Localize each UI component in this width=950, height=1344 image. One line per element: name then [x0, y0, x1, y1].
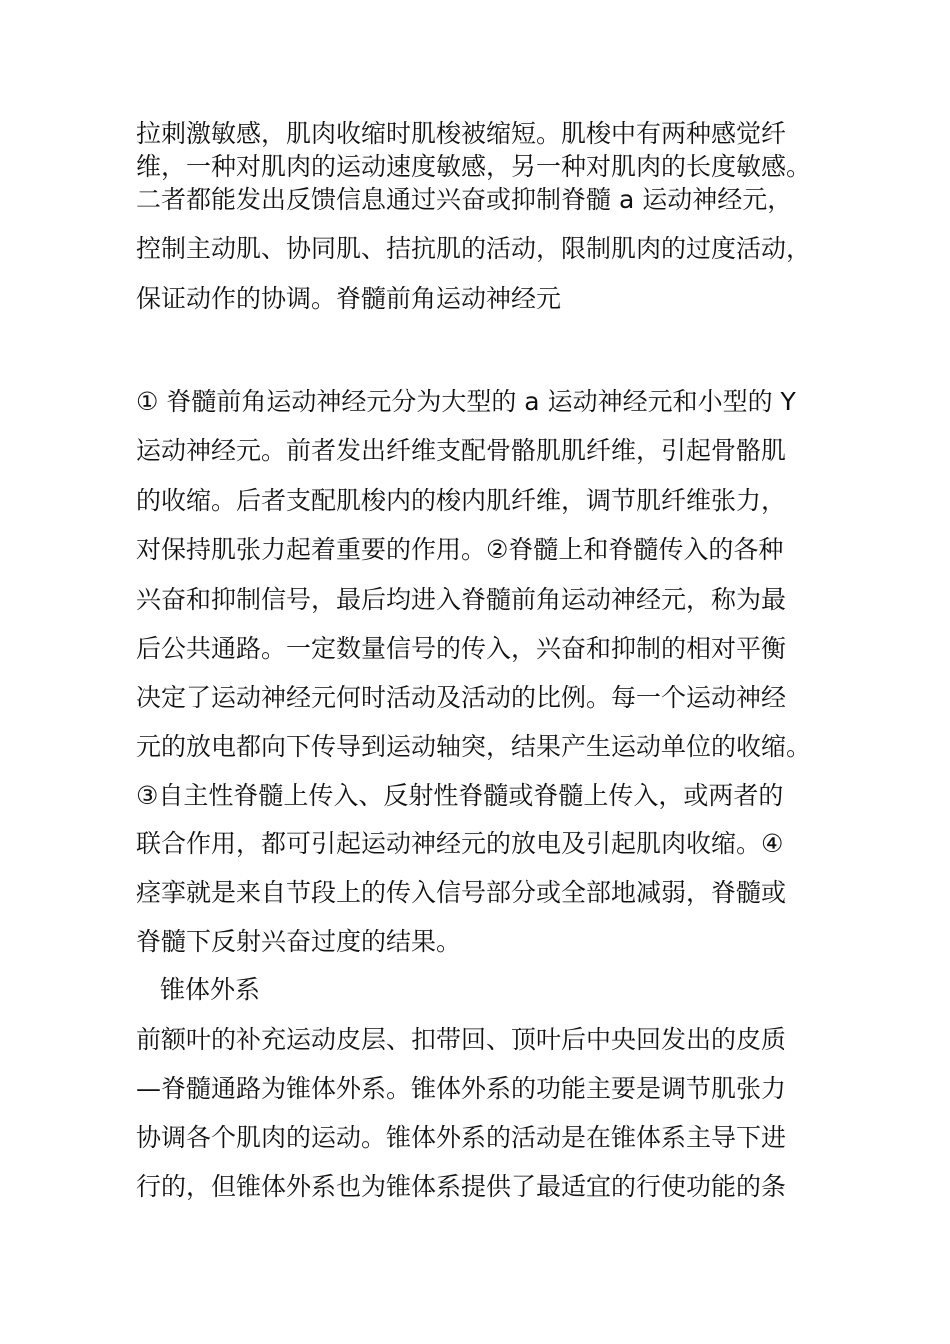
text-line: 兴奋和抑制信号，最后均进入脊髓前角运动神经元，称为最 [136, 585, 787, 614]
text-line: 对保持肌张力起着重要的作用。②脊髓上和脊髓传入的各种 [136, 535, 784, 564]
text-line: 脊髓下反射兴奋过度的结果。 [136, 927, 462, 956]
section-heading: 锥体外系 [160, 975, 261, 1004]
text-line: 协调各个肌肉的运动。锥体外系的活动是在锥体系主导下进 [136, 1123, 787, 1152]
text-line: 保证动作的协调。脊髓前角运动神经元 [136, 284, 562, 313]
text-line: 决定了运动神经元何时活动及活动的比例。每一个运动神经 [136, 683, 787, 712]
text-line: 控制主动肌、协同肌、拮抗肌的活动，限制肌肉的过度活动， [136, 234, 812, 263]
text-line: 二者都能发出反馈信息通过兴奋或抑制脊髓 a 运动神经元， [136, 185, 793, 214]
text-line: ③自主性脊髓上传入、反射性脊髓或脊髓上传入，或两者的 [136, 781, 784, 810]
text-line: 拉刺激敏感，肌肉收缩时肌梭被缩短。肌梭中有两种感觉纤 [136, 119, 787, 148]
text-line: —脊髓通路为锥体外系。锥体外系的功能主要是调节肌张力 [136, 1074, 787, 1103]
text-line: 维，一种对肌肉的运动速度敏感，另一种对肌肉的长度敏感。 [136, 152, 812, 181]
text-line: 行的，但锥体外系也为锥体系提供了最适宜的行使功能的条 [136, 1172, 787, 1201]
text-line: 后公共通路。一定数量信号的传入，兴奋和抑制的相对平衡 [136, 634, 787, 663]
text-line: 元的放电都向下传导到运动轴突，结果产生运动单位的收缩。 [136, 732, 812, 761]
text-line: 的收缩。后者支配肌梭内的梭内肌纤维，调节肌纤维张力， [136, 486, 787, 515]
text-line: 前额叶的补充运动皮层、扣带回、顶叶后中央回发出的皮质 [136, 1025, 787, 1054]
text-line: 痉挛就是来自节段上的传入信号部分或全部地减弱，脊髓或 [136, 878, 787, 907]
text-line: 运动神经元。前者发出纤维支配骨骼肌肌纤维，引起骨骼肌 [136, 436, 787, 465]
text-line: 联合作用，都可引起运动神经元的放电及引起肌肉收缩。④ [136, 829, 784, 858]
text-line: ① 脊髓前角运动神经元分为大型的 a 运动神经元和小型的 Y [136, 387, 796, 416]
